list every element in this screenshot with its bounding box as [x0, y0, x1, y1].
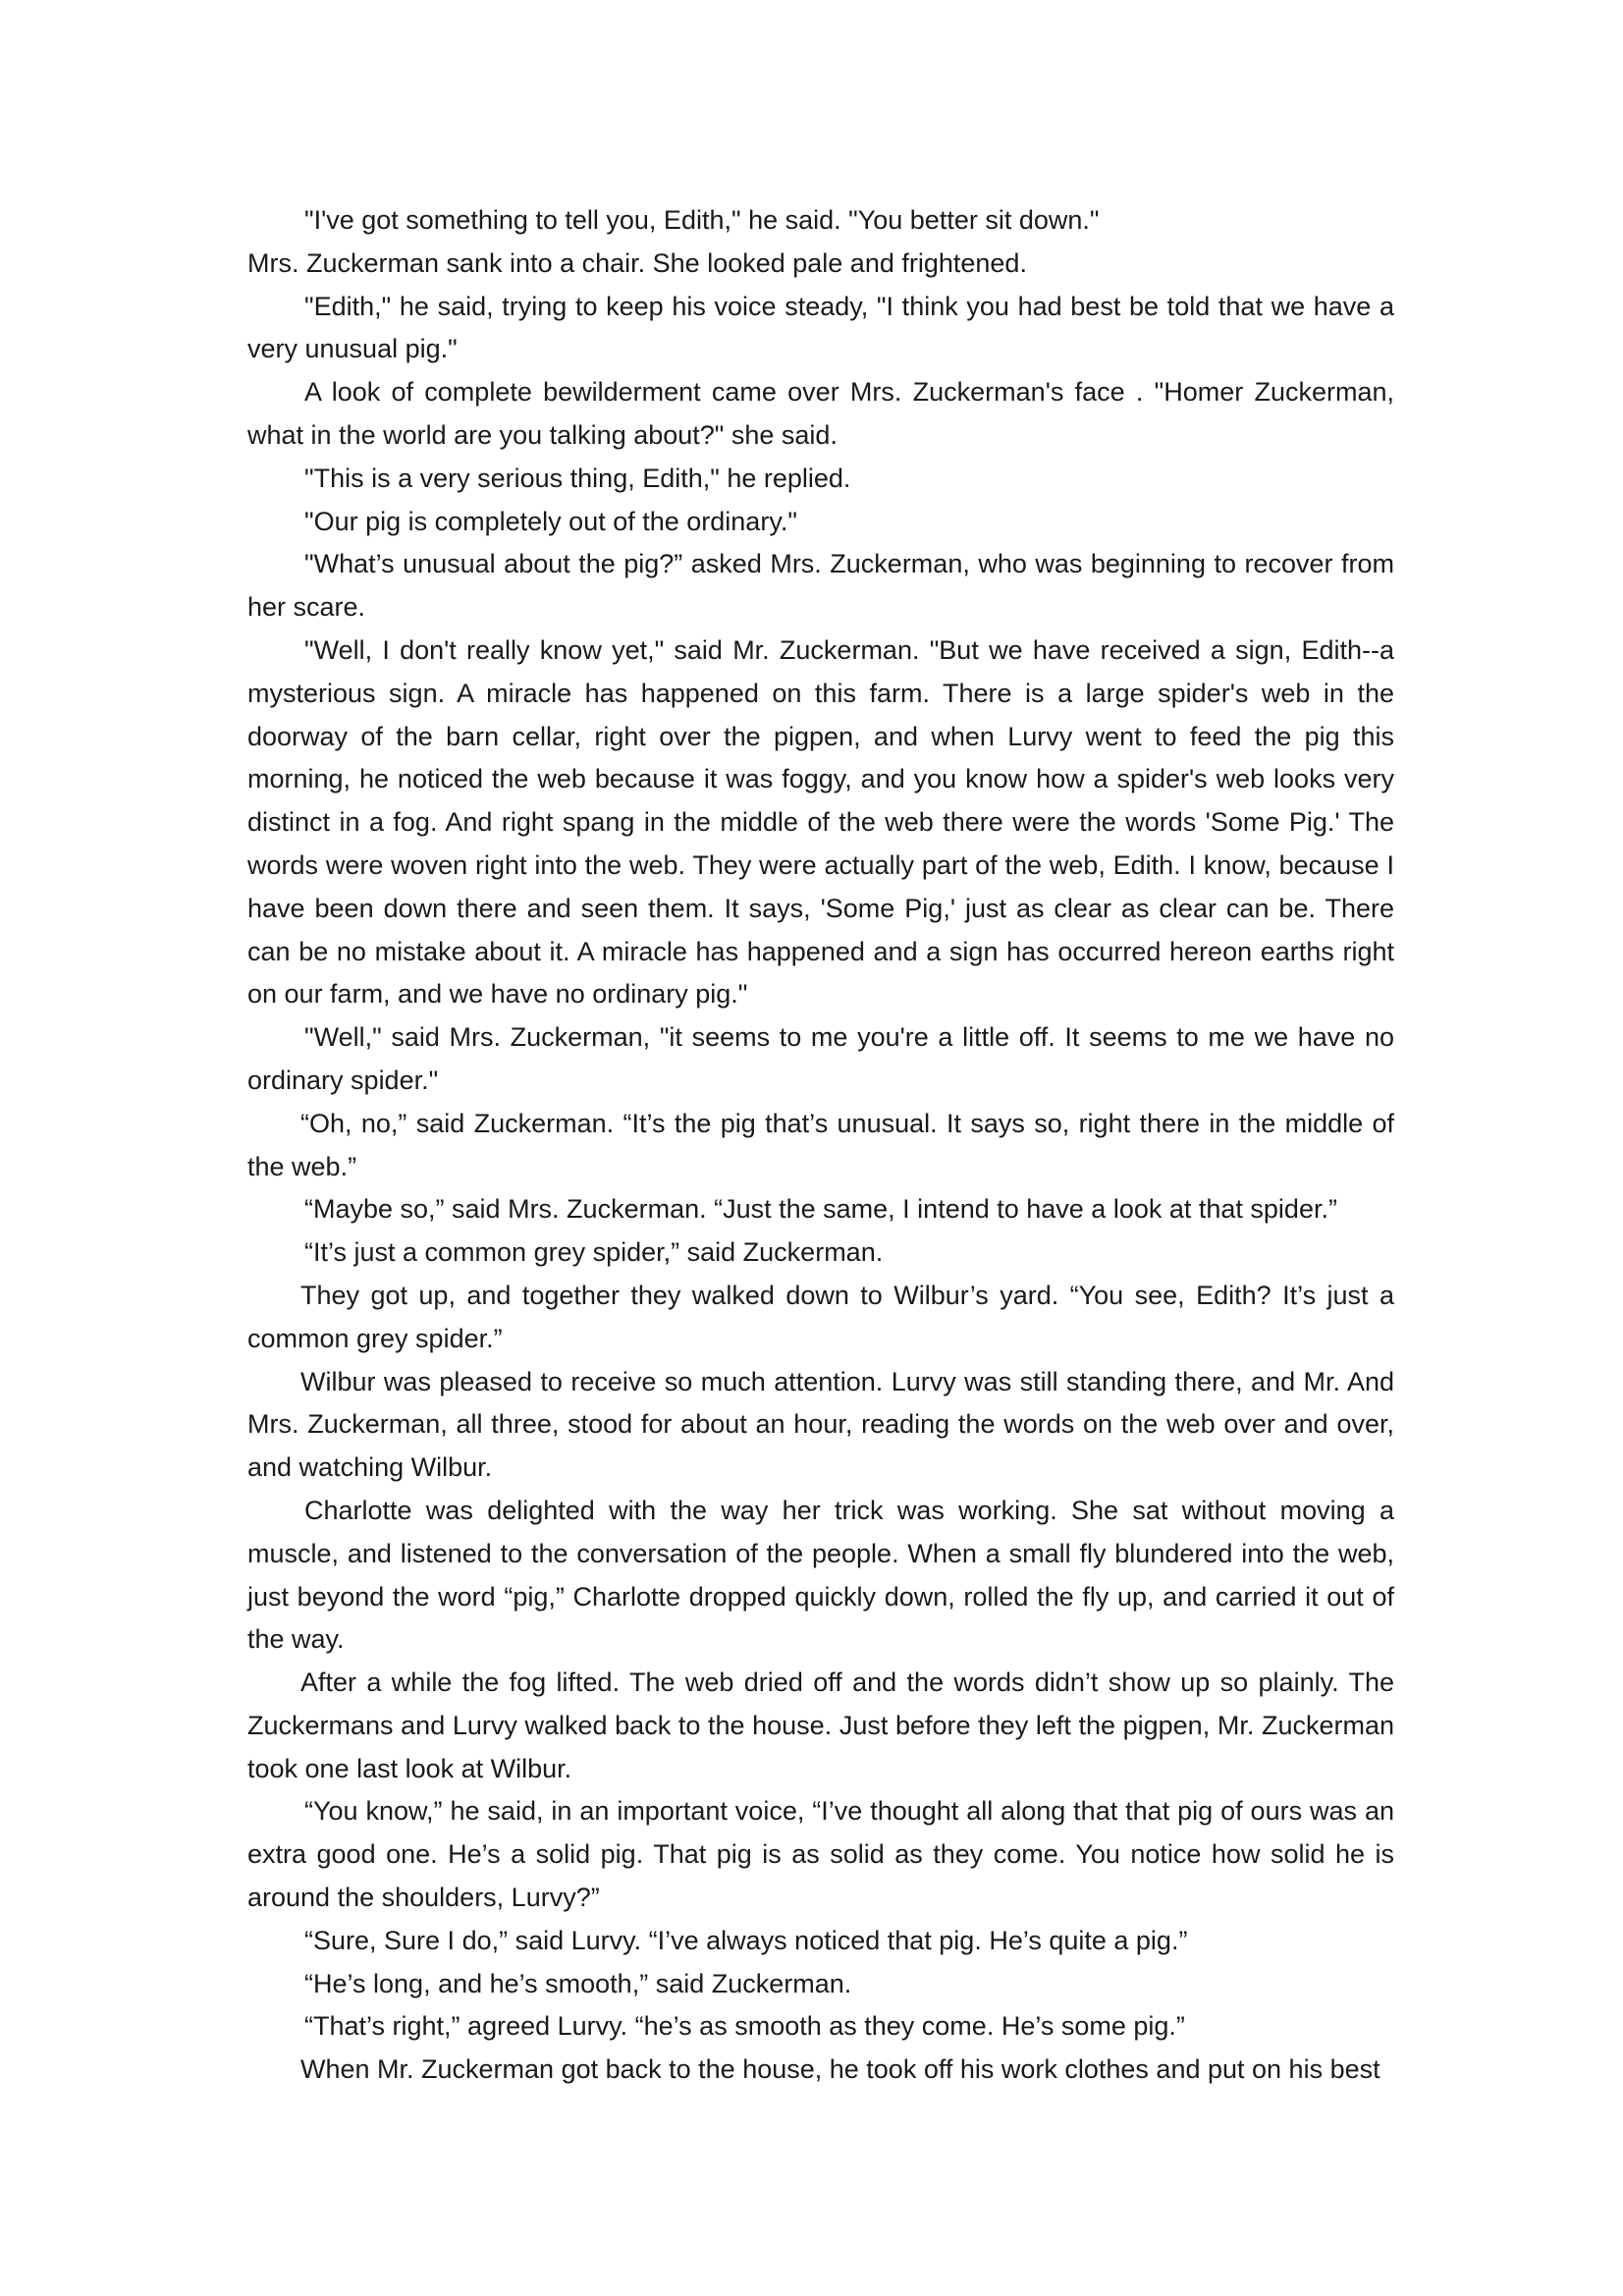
paragraph-19: “He’s long, and he’s smooth,” said Zuckerman. — [304, 1968, 852, 1998]
paragraph-17: “You know,” he said, in an important voice, “I’ve thought all along that that pig of ours was an extra good one. He’s a solid pig. That pig is as solid as they come. You notice how solid he is around the shoulders, Lurvy?” — [247, 1796, 1394, 1913]
paragraph-13: They got up, and together they walked down to Wilbur’s yard. “You see, Edith? It’s just a common grey spider.” — [247, 1280, 1394, 1353]
paragraph-7: "What’s unusual about the pig?” asked Mrs. Zuckerman, who was beginning to recover from her scare. — [247, 549, 1394, 623]
paragraph-8: "Well, I don't really know yet," said Mr. Zuckerman. "But we have received a sign, Edith--a mysterious sign. A miracle has happened on this farm. There is a large spider's web in the doorway of the barn cellar, right over the pigpen, and when Lurvy went to feed the pig this morning, he noticed the web because it was foggy, and you know how a spider's web looks very distinct in a fog. And right spang in the middle of the web there were the words 'Some Pig.' The words were woven right into the web. They were actually part of the web, Edith. I know, because I have been down there and seen them. It says, 'Some Pig,' just as clear as clear can be. There can be no mistake about it. A miracle has happened and a sign has occurred hereon earths right on our farm, and we have no ordinary pig." — [247, 634, 1394, 1010]
paragraph-4: A look of complete bewilderment came over Mrs. Zuckerman's face . "Homer Zuckerman, what in the world are you talking about?" she said. — [247, 377, 1394, 450]
paragraph-20: “That’s right,” agreed Lurvy. “he’s as smooth as they come. He’s some pig.” — [304, 2011, 1185, 2042]
paragraph-2: Mrs. Zuckerman sank into a chair. She looked pale and frightened. — [247, 247, 1027, 278]
paragraph-6: "Our pig is completely out of the ordinary." — [304, 506, 797, 536]
paragraph-1: "I've got something to tell you, Edith," he said. "You better sit down." — [304, 205, 1100, 235]
document-page — [247, 199, 1394, 2092]
paragraph-9: "Well," said Mrs. Zuckerman, "it seems to me you're a little off. It seems to me we have no ordinary spider." — [247, 1022, 1394, 1095]
paragraph-10: “Oh, no,” said Zuckerman. “It’s the pig that’s unusual. It says so, right there in the middle of the web.” — [247, 1108, 1394, 1181]
paragraph-11: “Maybe so,” said Mrs. Zuckerman. “Just the same, I intend to have a look at that spider.” — [304, 1194, 1337, 1225]
paragraph-12: “It’s just a common grey spider,” said Zuckerman. — [304, 1237, 884, 1268]
paragraph-5: "This is a very serious thing, Edith," he replied. — [304, 463, 851, 493]
paragraph-14: Wilbur was pleased to receive so much attention. Lurvy was still standing there, and Mr. And Mrs. Zuckerman, all three, stood for about an hour, reading the words on the web over and over, and watching Wilbur. — [247, 1366, 1394, 1483]
paragraph-18: “Sure, Sure I do,” said Lurvy. “I’ve always noticed that pig. He’s quite a pig.” — [304, 1925, 1188, 1955]
paragraph-16: After a while the fog lifted. The web dried off and the words didn’t show up so plainly. The Zuckermans and Lurvy walked back to the house. Just before they left the pigpen, Mr. Zuckerman took one last look at Wilbur. — [247, 1667, 1394, 1783]
paragraph-15: Charlotte was delighted with the way her trick was working. She sat without moving a muscle, and listened to the conversation of the people. When a small fly blundered into the web, just beyond the word “pig,” Charlotte dropped quickly down, rolled the fly up, and carried it out of the way. — [247, 1495, 1394, 1655]
paragraph-3: "Edith," he said, trying to keep his voice steady, "I think you had best be told that we have a very unusual pig." — [247, 291, 1394, 364]
paragraph-21: When Mr. Zuckerman got back to the house, he took off his work clothes and put on his best — [300, 2054, 1380, 2085]
